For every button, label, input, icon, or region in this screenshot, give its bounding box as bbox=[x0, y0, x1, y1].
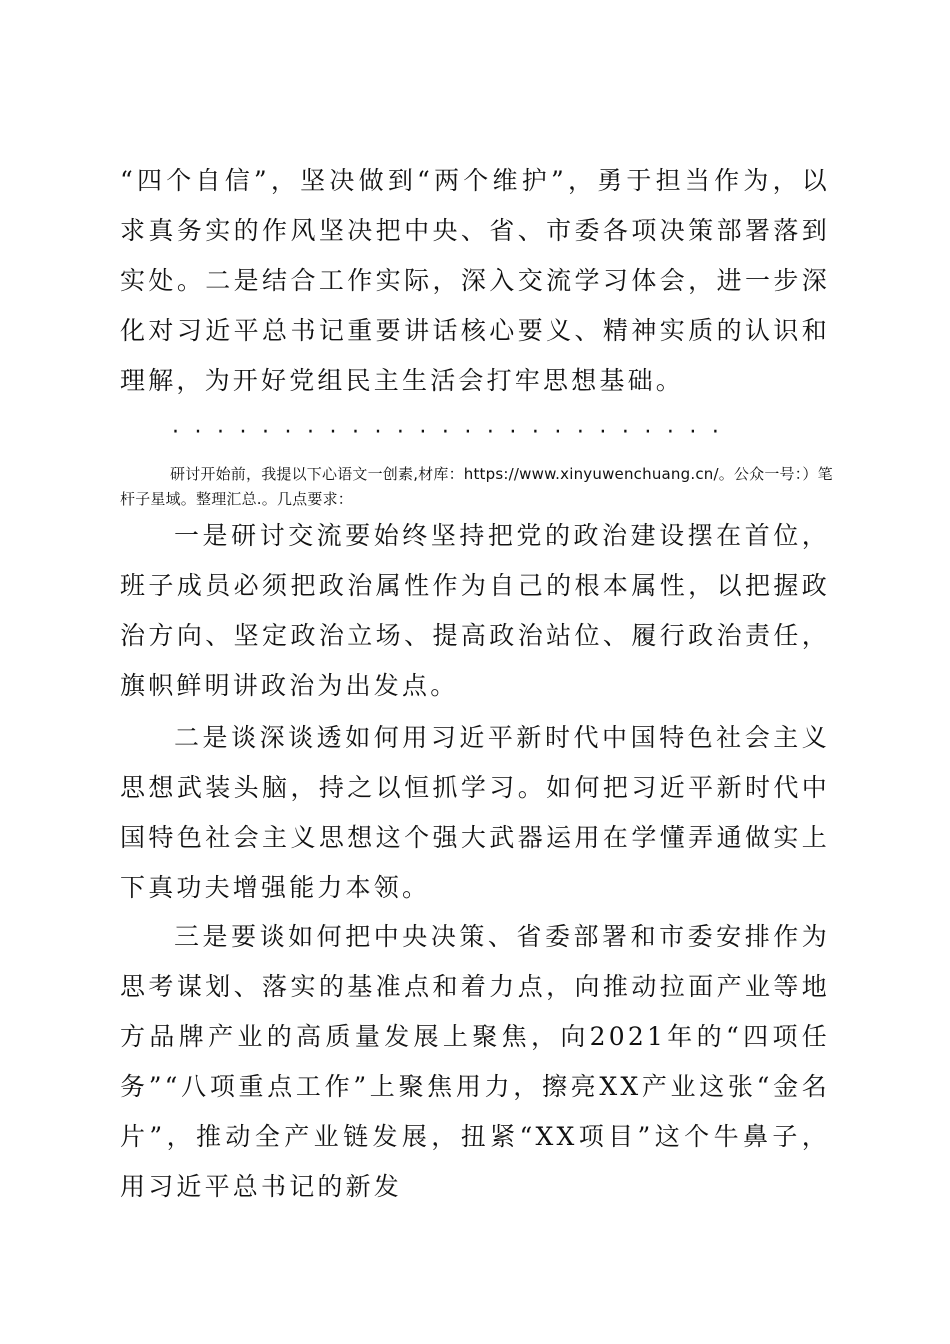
paragraph-one: 一是研讨交流要始终坚持把党的政治建设摆在首位，班子成员必须把政治属性作为自己的根本属性，以把握政治方向、坚定政治立场、提高政治站位、履行政治责任，旗帜鲜明讲政治为出发点。 bbox=[120, 521, 830, 700]
paragraph-continuation: “四个自信”，坚决做到“两个维护”，勇于担当作为，以求真务实的作风坚决把中央、省、市委各项决策部署落到实处。二是结合工作实际，深入交流学习体会，进一步深化对习近平总书记重要讲话核心要义、精神实质的认识和理解，为开好党组民主生活会打牢思想基础。 bbox=[120, 166, 830, 395]
source-note: 研讨开始前，我提以下心语文一创素,材库：https://www.xinyuwenchuang.cn/。公众一号：）笔杆子星域。整理汇总.。几点要求： bbox=[120, 465, 833, 508]
paragraph-three: 三是要谈如何把中央决策、省委部署和市委安排作为思考谋划、落实的基准点和着力点，向推动拉面产业等地方品牌产业的高质量发展上聚焦，向2021年的“四项任务”“八项重点工作”上聚焦用力，擦亮XX产业这张“金名片”，推动全产业链发展，扭紧“XX项目”这个牛鼻子，用习近平总书记的新发 bbox=[120, 922, 830, 1201]
paragraph-two: 二是谈深谈透如何用习近平新时代中国特色社会主义思想武装头脑，持之以恒抓学习。如何把习近平新时代中国特色社会主义思想这个强大武器运用在学懂弄通做实上下真功夫增强能力本领。 bbox=[120, 723, 830, 902]
separator-dots: ························· bbox=[172, 420, 735, 445]
